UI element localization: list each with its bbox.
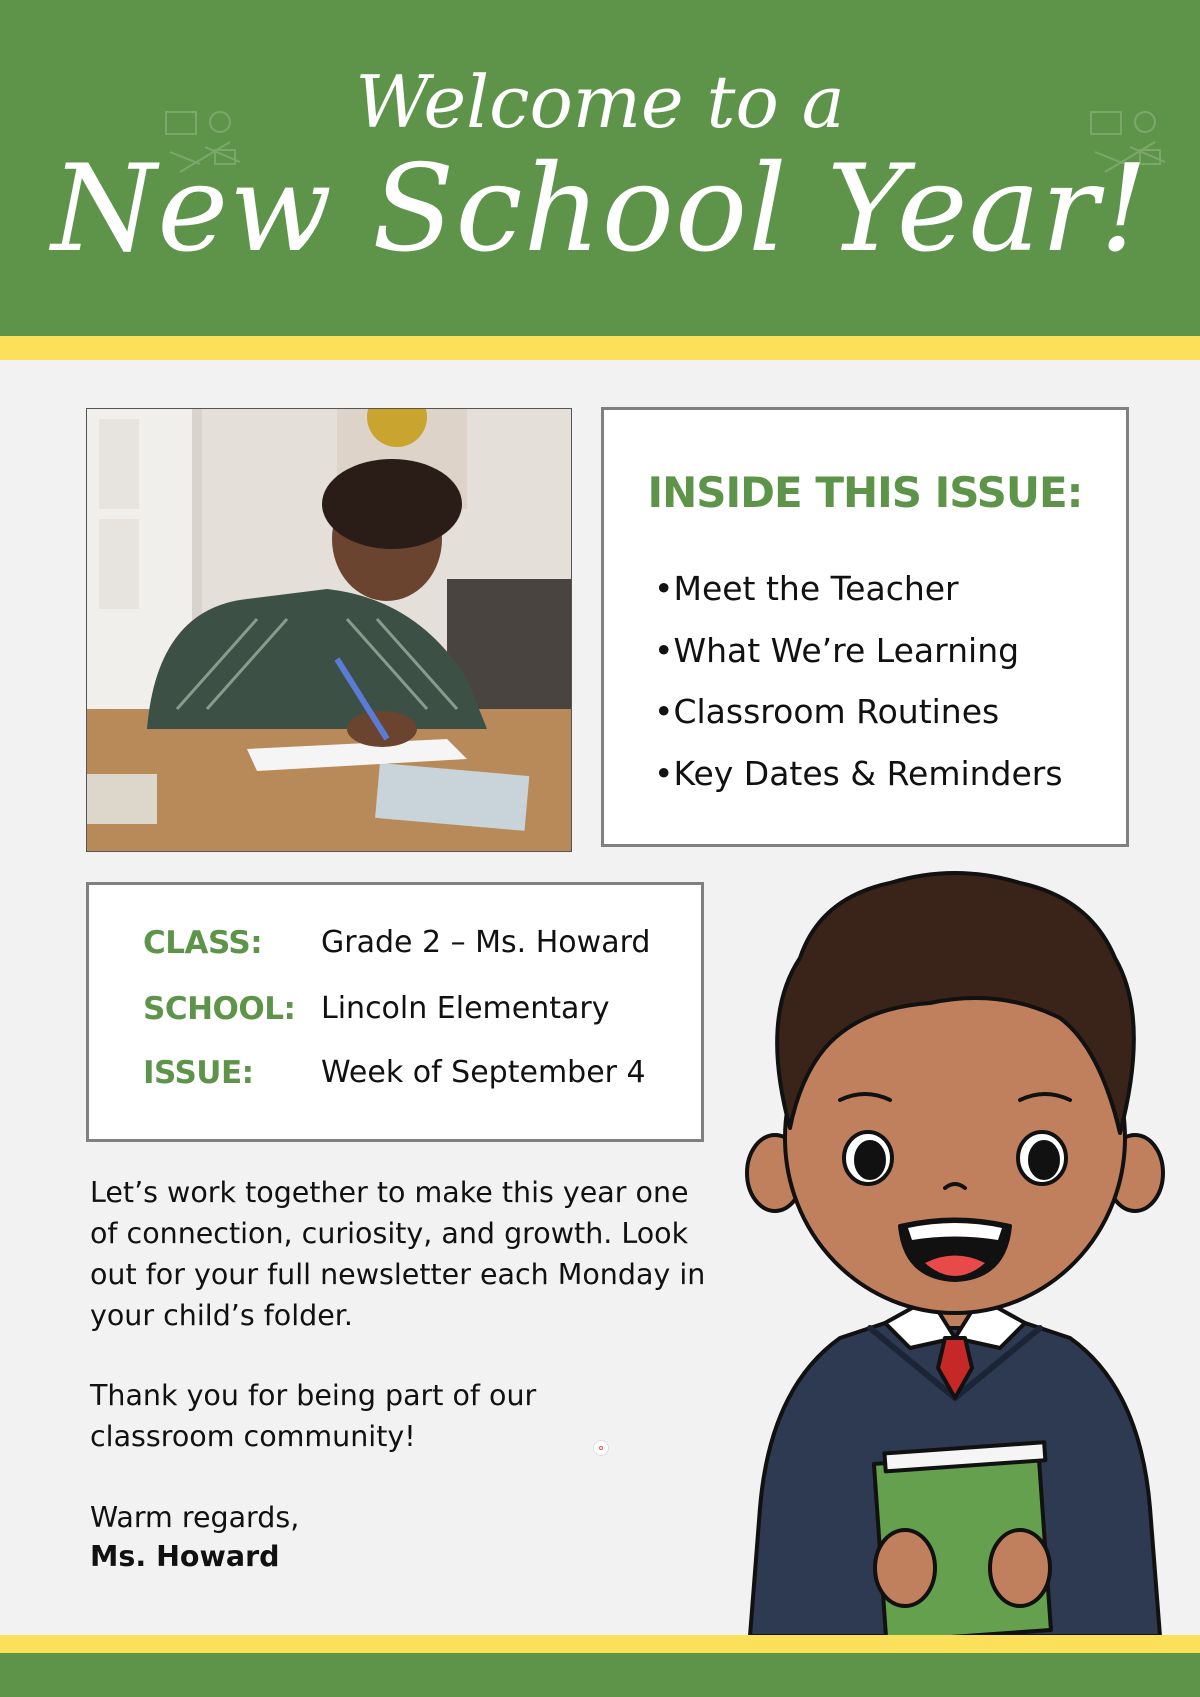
- school-label: SCHOOL:: [143, 991, 296, 1027]
- issue-row: [143, 1055, 683, 1095]
- cartoon-student-with-book-icon: [730, 868, 1180, 1636]
- toc-item: • Classroom Routines: [654, 681, 1063, 743]
- footer-banner: [0, 1653, 1200, 1697]
- body-paragraph: Thank you for being part of our classroom community!: [90, 1379, 537, 1453]
- class-row: [143, 925, 683, 965]
- class-label: CLASS:: [143, 925, 263, 961]
- title-welcome: Welcome to a: [355, 60, 845, 144]
- student-photo: [86, 408, 572, 852]
- toc-item: • What We’re Learning: [654, 620, 1063, 682]
- signature: Ms. Howard: [90, 1540, 280, 1573]
- boy-writing-photo-icon: [87, 409, 571, 851]
- issue-label: ISSUE:: [143, 1055, 254, 1091]
- issue-value: Week of September 4: [321, 1055, 646, 1090]
- small-circle-marker-icon: [593, 1440, 609, 1456]
- class-value: Grade 2 – Ms. Howard: [321, 925, 651, 960]
- toc-heading: INSIDE THIS ISSUE:: [647, 468, 1083, 517]
- header-stripe: [0, 336, 1200, 360]
- body-paragraph: Let’s work together to make this year one of connection, curiosity, and growth. Look out for your full newsletter each Monday in your child’s folder.: [90, 1176, 706, 1332]
- toc-list: [654, 558, 1063, 804]
- inside-this-issue-box: [601, 407, 1129, 847]
- closing-text: Warm regards,: [90, 1501, 300, 1534]
- title-new-school-year: New School Year!: [51, 140, 1149, 279]
- class-info-box: [86, 882, 704, 1142]
- toc-item: • Key Dates & Reminders: [654, 743, 1063, 805]
- header-banner: [0, 0, 1200, 336]
- school-value: Lincoln Elementary: [321, 991, 610, 1026]
- school-row: [143, 991, 683, 1031]
- toc-item: • Meet the Teacher: [654, 558, 1063, 620]
- footer-stripe: [0, 1635, 1200, 1653]
